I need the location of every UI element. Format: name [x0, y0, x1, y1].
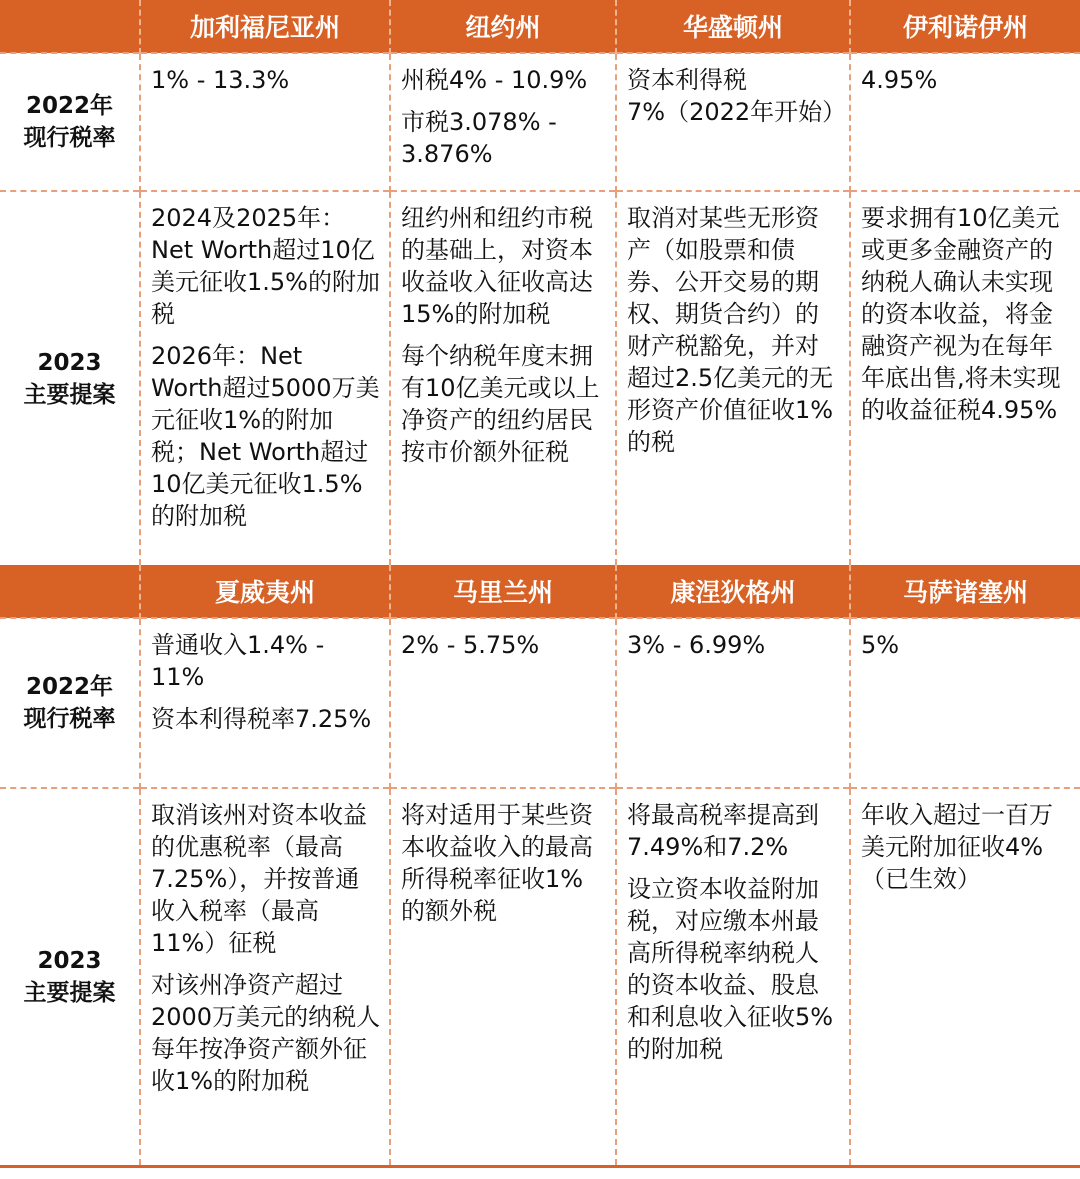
state-name-header: 马里兰州: [390, 565, 616, 618]
tax-cell: [390, 191, 616, 565]
row-label-line: 现行税率: [23, 706, 116, 732]
cell-text: 市税3.078% - 3.876%: [401, 108, 557, 168]
tax-cell: [390, 618, 616, 788]
cell-text: 将最高税率提高到7.49%和7.2%: [627, 801, 819, 861]
tax-cell: [850, 191, 1080, 565]
table-row: [0, 191, 1080, 565]
row-label-line: 2022年: [25, 93, 113, 119]
cell-text: 纽约州和纽约市税的基础上，对资本收益收入征收高达15%的附加税: [401, 204, 593, 328]
tax-cell: [616, 788, 850, 1166]
cell-text: 对该州净资产超过2000万美元的纳税人每年按净资产额外征收1%的附加税: [151, 971, 381, 1095]
row-label: [0, 788, 140, 1166]
tax-cell: [616, 191, 850, 565]
tax-cell: [140, 191, 390, 565]
table-row: [0, 788, 1080, 1166]
cell-text: 将对适用于某些资本收益收入的最高所得税率征收1%的额外税: [401, 801, 593, 925]
cell-text: 5%: [861, 631, 900, 659]
cell-text: 2026年：Net Worth超过5000万美元征收1%的附加税；Net Worth超过10亿美元征收1.5%的附加税: [151, 342, 380, 530]
cell-text: 2024及2025年：Net Worth超过10亿美元征收1.5%的附加税: [151, 204, 380, 328]
tax-cell: [616, 618, 850, 788]
cell-text: 设立资本收益附加税，对应缴本州最高所得税率纳税人的资本收益、股息和利息收入征收5%的附加税: [627, 875, 834, 1063]
table-row: [0, 53, 1080, 191]
cell-text: 普通收入1.4% - 11%: [151, 631, 325, 691]
cell-text: 3% - 6.99%: [627, 631, 766, 659]
row-label-line: 主要提案: [23, 979, 116, 1006]
state-name-header: 加利福尼亚州: [140, 0, 390, 53]
state-name-header: 伊利诺伊州: [850, 0, 1080, 53]
cell-text: 4.95%: [861, 66, 938, 94]
state-header-row: [0, 0, 1080, 53]
state-name-header: 夏威夷州: [140, 565, 390, 618]
tax-cell: [850, 53, 1080, 191]
state-name-header: 康涅狄格州: [616, 565, 850, 618]
state-name-header: 马萨诸塞州: [850, 565, 1080, 618]
header-corner: [0, 0, 140, 53]
tax-cell: [390, 788, 616, 1166]
tax-cell: [140, 53, 390, 191]
cell-text: 取消对某些无形资产（如股票和债券、公开交易的期权、期货合约）的财产税豁免，并对超过2.5亿美元的无形资产价值征收1%的税: [627, 204, 834, 456]
row-label-line: 2023: [37, 947, 102, 974]
header-corner: [0, 565, 140, 618]
cell-text: 资本利得税率7.25%: [151, 705, 372, 733]
tax-cell: [390, 53, 616, 191]
cell-text: 2% - 5.75%: [401, 631, 540, 659]
tax-cell: [140, 788, 390, 1166]
cell-text: 年收入超过一百万美元附加征收4% （已生效）: [861, 801, 1053, 893]
row-label-line: 现行税率: [23, 125, 116, 151]
row-label-line: 2023: [37, 349, 102, 376]
cell-text: 取消该州对资本收益的优惠税率（最高7.25%），并按普通收入税率（最高11%）征税: [151, 801, 367, 957]
cell-text: 州税4% - 10.9%: [401, 66, 588, 94]
cell-text: 资本利得税 7%（2022年开始）: [627, 66, 847, 126]
table-row: [0, 618, 1080, 788]
state-header-row: [0, 565, 1080, 618]
state-name-header: 纽约州: [390, 0, 616, 53]
cell-text: 要求拥有10亿美元或更多金融资产的纳税人确认未实现的资本收益，将金融资产视为在每年年底出售,将未实现的收益征税4.95%: [861, 204, 1061, 424]
state-name-header: 华盛顿州: [616, 0, 850, 53]
row-label: [0, 53, 140, 191]
tax-cell: [850, 618, 1080, 788]
row-label-line: 主要提案: [23, 381, 116, 408]
row-label: [0, 618, 140, 788]
tax-cell: [616, 53, 850, 191]
row-label-line: 2022年: [25, 674, 113, 700]
cell-text: 1% - 13.3%: [151, 66, 290, 94]
row-label: [0, 191, 140, 565]
cell-text: 每个纳税年度末拥有10亿美元或以上净资产的纽约居民按市价额外征税: [401, 342, 600, 466]
tax-cell: [140, 618, 390, 788]
tax-cell: [850, 788, 1080, 1166]
